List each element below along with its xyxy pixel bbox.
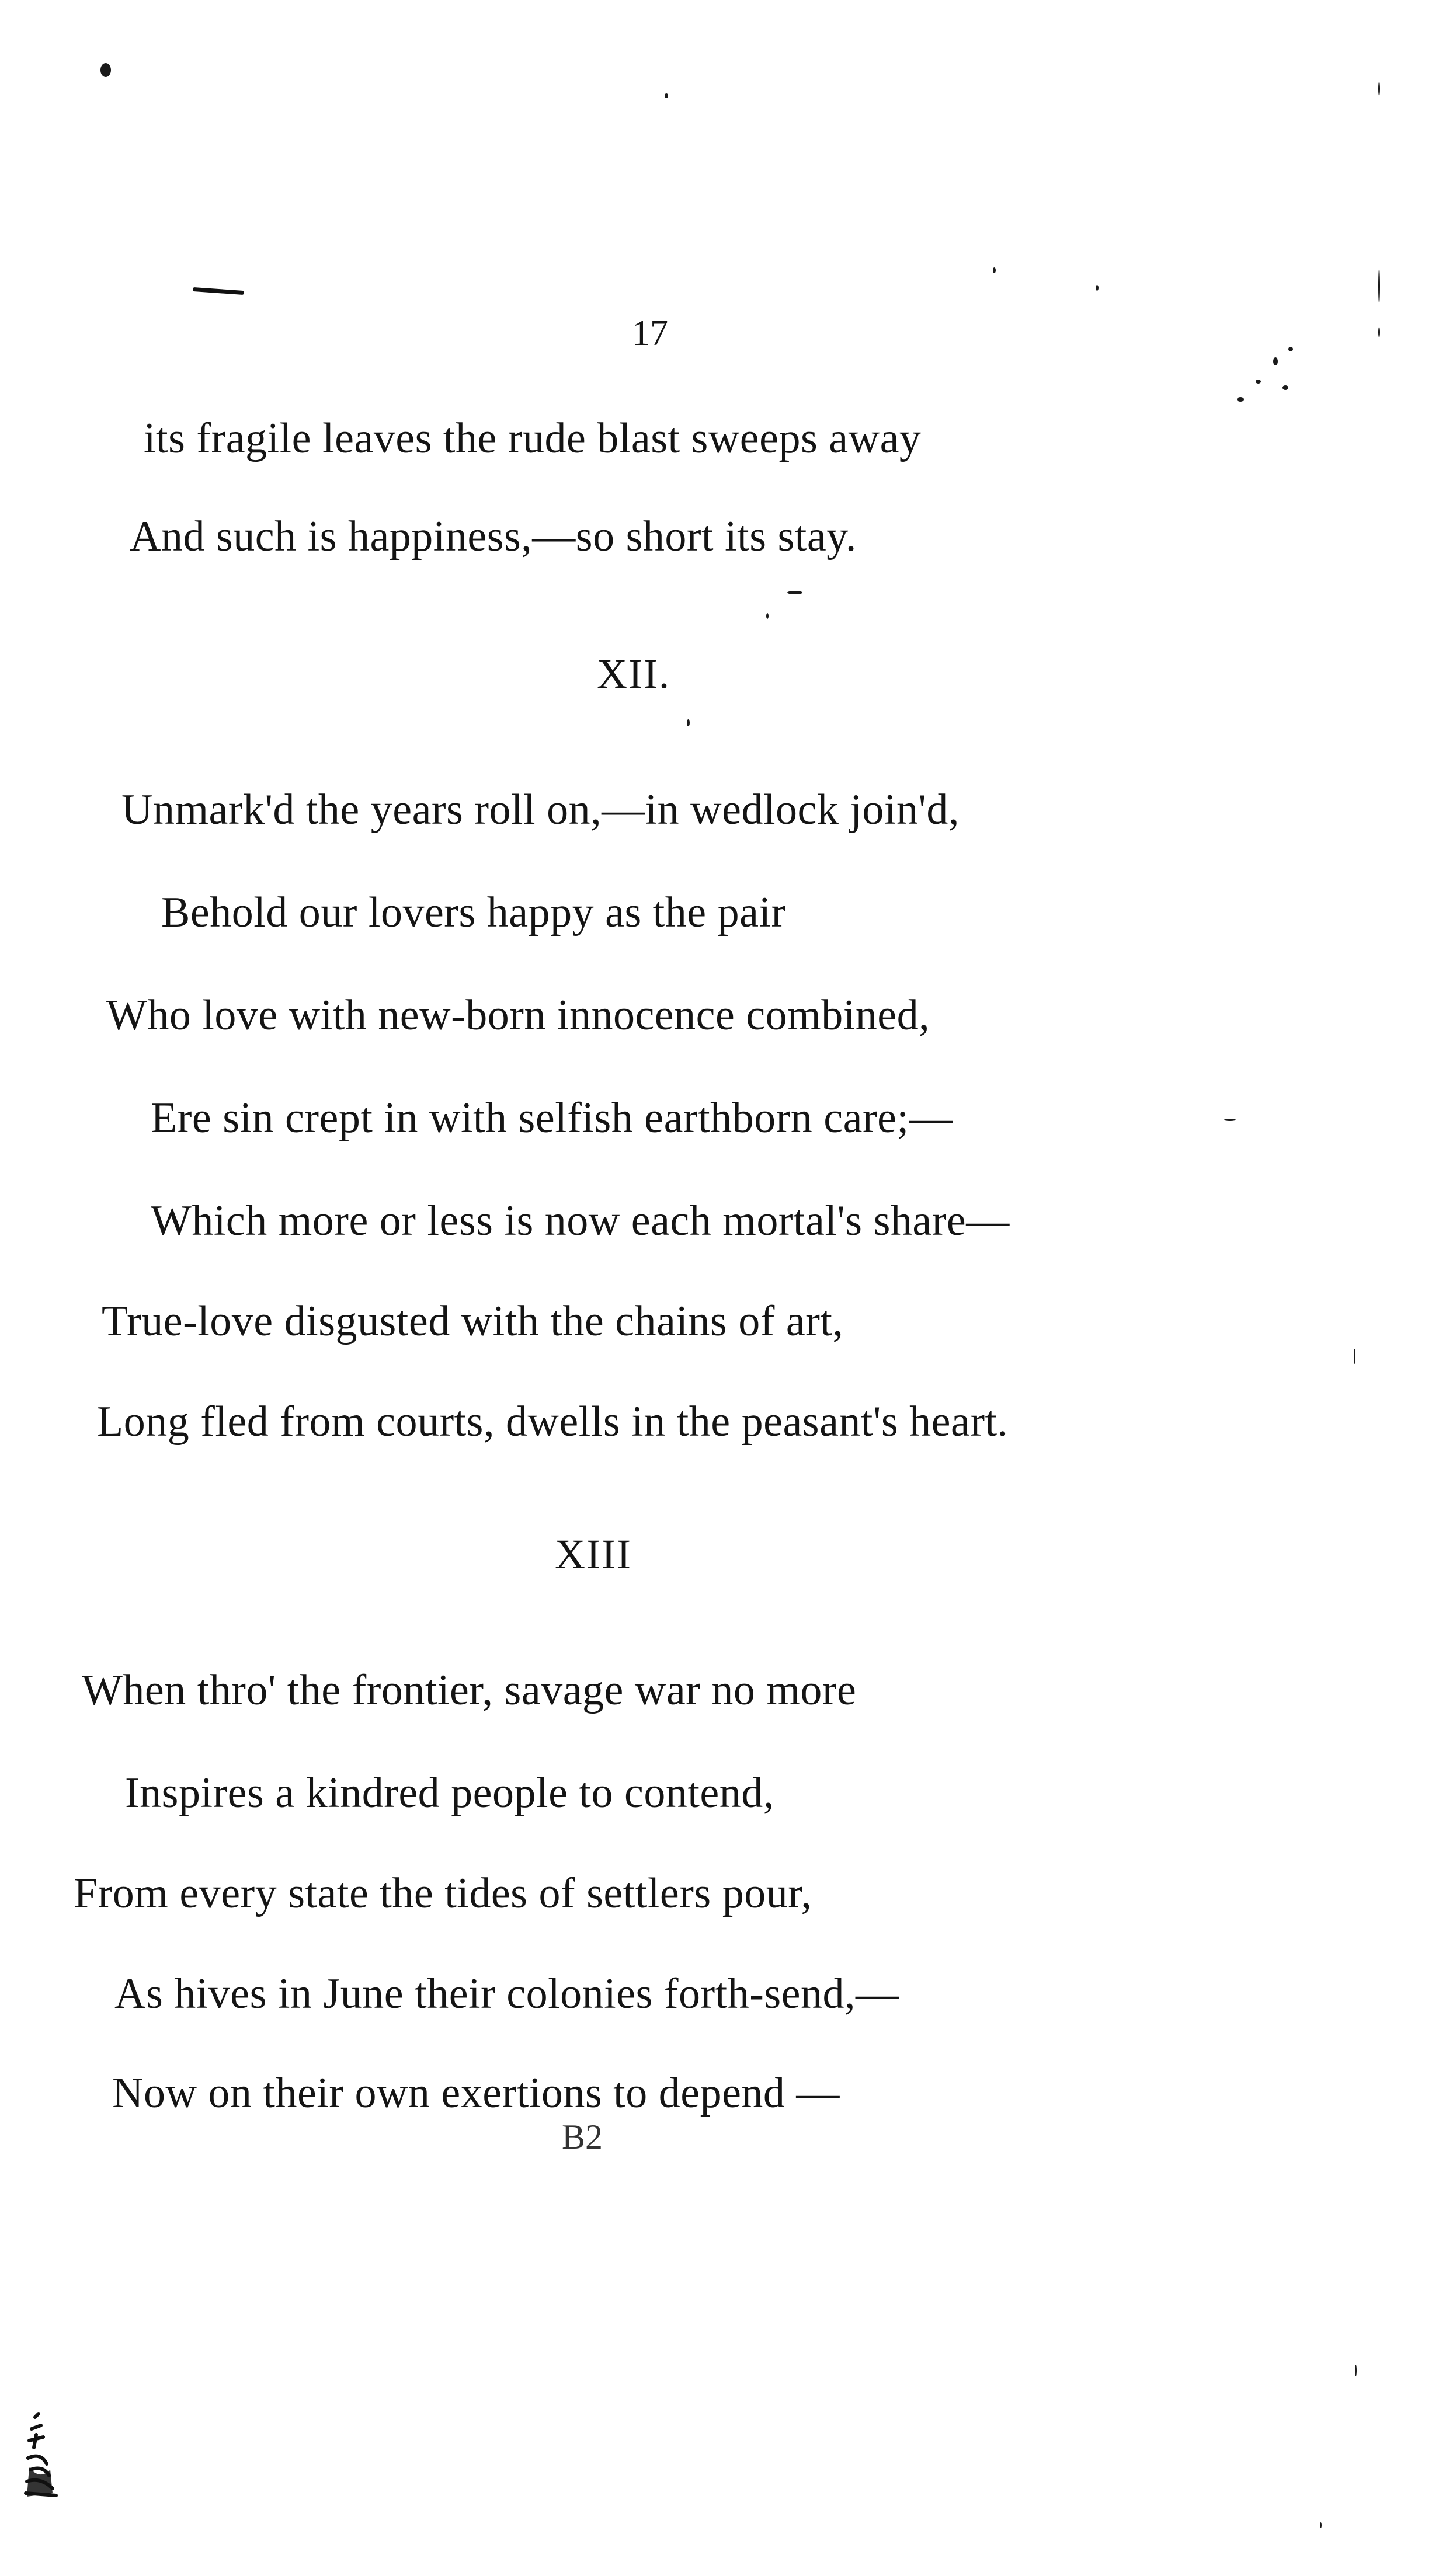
verse-line: When thro' the frontier, savage war no more [82, 1666, 857, 1714]
verse-line: Behold our lovers happy as the pair [161, 889, 786, 937]
ink-speck [1237, 397, 1244, 402]
ink-speck [1355, 2365, 1357, 2376]
signature-mark: B2 [562, 2118, 603, 2156]
verse-line: Long fled from courts, dwells in the peasant's heart. [97, 1398, 1009, 1446]
verse-line: Unmark'd the years roll on,—in wedlock join'd, [121, 786, 960, 834]
verse-line: As hives in June their colonies forth-send,— [114, 1970, 899, 2018]
ink-speck [993, 267, 996, 273]
verse-line: Now on their own exertions to depend — [112, 2069, 840, 2117]
page-number: 17 [632, 314, 668, 353]
ink-speck [1096, 285, 1099, 291]
ink-speck [100, 63, 111, 77]
ink-speck [1282, 385, 1288, 390]
verse-line: From every state the tides of settlers pour, [74, 1870, 812, 1917]
ink-speck [687, 719, 690, 726]
verse-line: its fragile leaves the rude blast sweeps away [144, 415, 922, 462]
ink-speck [1354, 1349, 1355, 1364]
ink-speck [1320, 2522, 1322, 2528]
ink-speck [1378, 82, 1380, 96]
ink-speck [1288, 347, 1293, 351]
ink-speck [787, 591, 802, 594]
ink-speck [1256, 380, 1261, 384]
verse-line: Who love with new-born innocence combined, [106, 991, 930, 1039]
ink-dash-mark [193, 287, 244, 295]
ink-speck [1224, 1119, 1236, 1121]
ink-speck [1378, 269, 1380, 304]
verse-line: True-love disgusted with the chains of art, [102, 1297, 844, 1345]
stanza-heading-xiii: XIII [555, 1531, 632, 1578]
corner-smudge-ornament [23, 2411, 64, 2499]
ink-speck [1378, 327, 1380, 337]
ink-speck [665, 93, 668, 98]
verse-line: Ere sin crept in with selfish earthborn care;— [151, 1094, 953, 1142]
stanza-heading-xii: XII. [597, 650, 670, 697]
verse-line: Which more or less is now each mortal's share— [151, 1197, 1010, 1245]
verse-line: Inspires a kindred people to contend, [125, 1769, 774, 1817]
ink-speck [1273, 357, 1278, 365]
ink-speck [766, 613, 769, 619]
verse-line: And such is happiness,—so short its stay. [130, 513, 857, 561]
